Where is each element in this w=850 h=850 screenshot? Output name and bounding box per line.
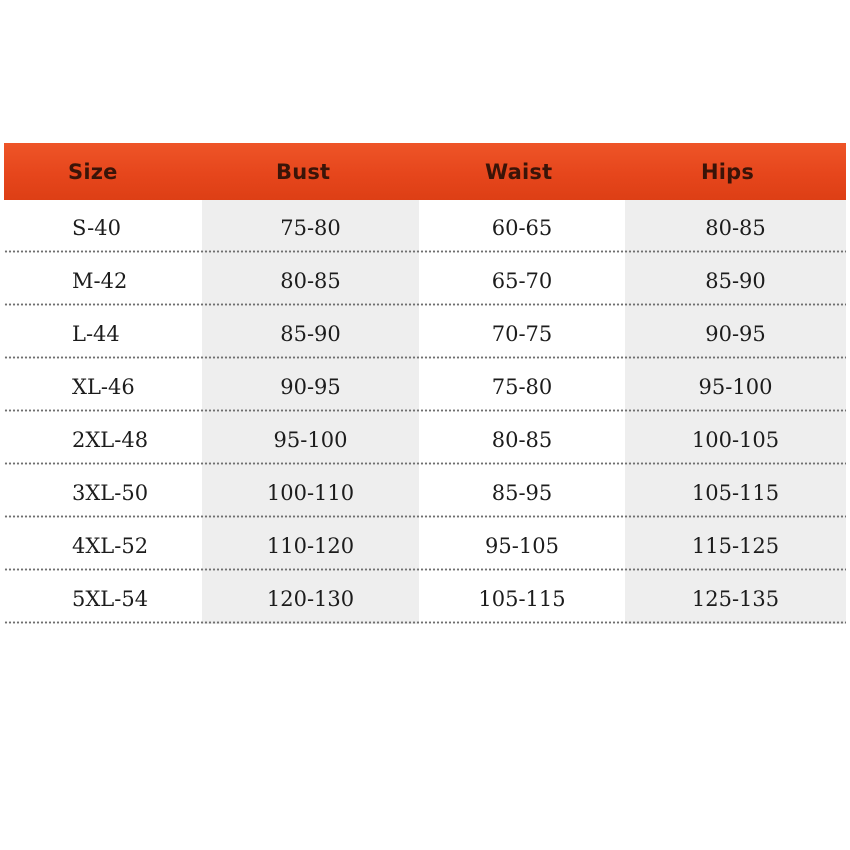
table-row: [4, 359, 846, 412]
cell-bust: 90-95: [202, 359, 419, 412]
cell-waist: 60-65: [419, 200, 625, 253]
cell-size: 3XL-50: [4, 465, 202, 518]
size-chart-table: [4, 143, 846, 624]
table-header-row: [4, 143, 846, 200]
cell-hips: 115-125: [625, 518, 846, 571]
table-row: [4, 465, 846, 518]
cell-waist: 75-80: [419, 359, 625, 412]
table-row: [4, 571, 846, 624]
cell-bust: 85-90: [202, 306, 419, 359]
table-row: [4, 518, 846, 571]
cell-hips: 95-100: [625, 359, 846, 412]
header-bust: Bust: [276, 159, 331, 184]
header-hips: Hips: [701, 159, 755, 184]
cell-waist: 65-70: [419, 253, 625, 306]
cell-waist: 80-85: [419, 412, 625, 465]
cell-hips: 85-90: [625, 253, 846, 306]
cell-size: 2XL-48: [4, 412, 202, 465]
cell-bust: 100-110: [202, 465, 419, 518]
cell-bust: 120-130: [202, 571, 419, 624]
cell-bust: 80-85: [202, 253, 419, 306]
cell-bust: 95-100: [202, 412, 419, 465]
cell-size: XL-46: [4, 359, 202, 412]
table-row: [4, 253, 846, 306]
cell-hips: 80-85: [625, 200, 846, 253]
cell-hips: 105-115: [625, 465, 846, 518]
cell-size: 5XL-54: [4, 571, 202, 624]
cell-waist: 105-115: [419, 571, 625, 624]
cell-hips: 90-95: [625, 306, 846, 359]
cell-size: 4XL-52: [4, 518, 202, 571]
table-row: [4, 200, 846, 253]
cell-bust: 110-120: [202, 518, 419, 571]
cell-waist: 85-95: [419, 465, 625, 518]
table-body: [4, 200, 846, 624]
table-row: [4, 306, 846, 359]
cell-waist: 70-75: [419, 306, 625, 359]
cell-bust: 75-80: [202, 200, 419, 253]
cell-size: S-40: [4, 200, 202, 253]
header-size: Size: [68, 159, 118, 184]
cell-size: L-44: [4, 306, 202, 359]
cell-hips: 125-135: [625, 571, 846, 624]
table-row: [4, 412, 846, 465]
cell-hips: 100-105: [625, 412, 846, 465]
cell-waist: 95-105: [419, 518, 625, 571]
cell-size: M-42: [4, 253, 202, 306]
header-waist: Waist: [485, 159, 553, 184]
